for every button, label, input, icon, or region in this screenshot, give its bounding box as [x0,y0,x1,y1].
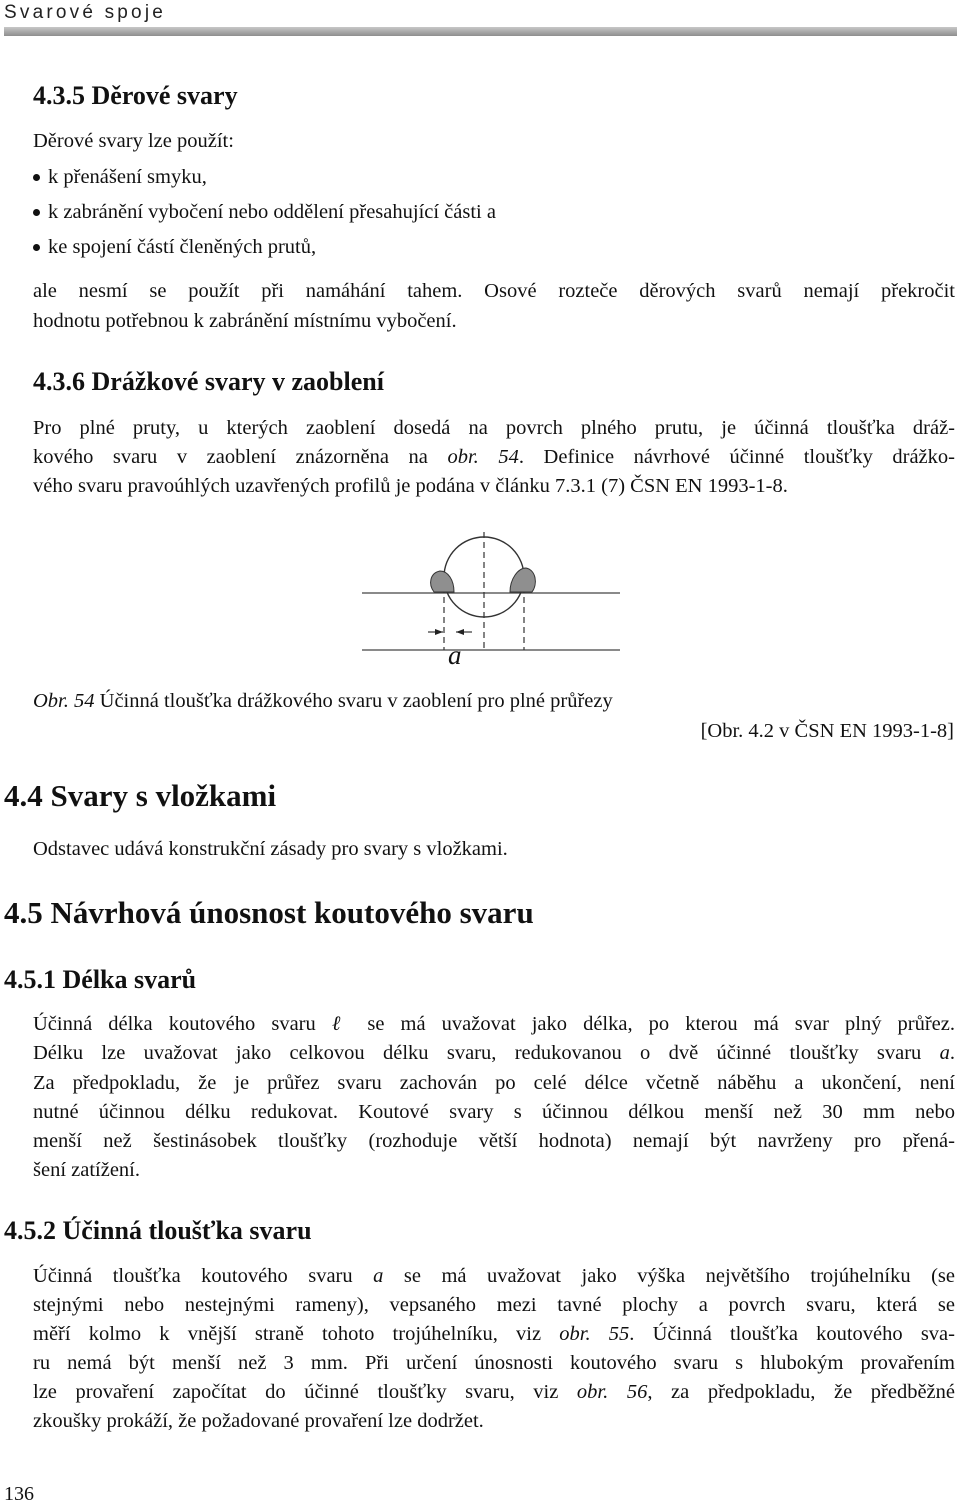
section-heading-4-4: 4.4 Svary s vložkami [4,778,277,813]
intro-text: Děrové svary lze použít: [33,130,234,152]
figure-caption-source: [Obr. 4.2 v ČSN EN 1993-1-8] [700,720,954,742]
figure-reference: Obr. 54 [33,690,95,712]
bullet-item: k přenášení smyku, [33,166,207,189]
section-heading-4-5-1: 4.5.1 Délka svarů [4,965,197,994]
paragraph-line: ru nemá být menší než 3 mm. Při určení únosnosti koutového svaru s hlubokým provařením [33,1352,955,1374]
paragraph-line: Délku lze uvažovat jako celkovou délku svaru, redukovanou o dvě účinné tloušťky svaru a. [33,1042,955,1064]
dimension-arrow-right [456,629,464,635]
paragraph-line: nutné účinnou délku redukovat. Koutové svary s účinnou délkou menší než 30 mm nebo [33,1101,955,1123]
paragraph-line: Účinná délka koutového svaru ℓ se má uvažovat jako délka, po kterou má svar plný průřez. [33,1013,955,1035]
figure-reference: obr. 56 [576,1381,648,1403]
paragraph-line: Za předpokladu, že je průřez svaru zachován po celé délce včetně náběhu a ukončení, není [33,1072,955,1094]
dimension-label: a [448,640,462,670]
paragraph-line: Odstavec udává konstrukční zásady pro svary s vložkami. [33,838,508,860]
dimension-arrow-left [435,629,443,635]
bullet-icon [33,244,40,251]
figure-reference: obr. 54 [447,446,519,468]
page-number: 136 [4,1483,34,1505]
section-heading-4-3-5: 4.3.5 Děrové svary [33,81,238,110]
running-header: Svarové spoje [4,2,167,23]
header-rule [4,27,957,36]
paragraph-line: vého svaru pravoúhlých uzavřených profilů je podána v článku 7.3.1 (7) ČSN EN 1993-1-8. [33,475,788,497]
figure-caption: Obr. 54 Účinná tloušťka drážkového svaru v zaoblení pro plné průřezy [33,690,613,712]
paragraph-line: hodnotu potřebnou k zabránění místnímu vybočení. [33,310,457,332]
weld-right [510,568,535,592]
bullet-icon [33,209,40,216]
paragraph-line: Pro plné pruty, u kterých zaoblení dosedá na povrch plného prutu, je účinná tloušťka dráž- [33,417,955,439]
section-heading-4-5: 4.5 Návrhová únosnost koutového svaru [4,895,534,930]
paragraph-line: lze provaření započítat do účinné tloušťky svaru, viz obr. 56, za předpokladu, že předběžné [33,1381,956,1403]
paragraph-line: ale nesmí se použít při namáhání tahem. Osové rozteče děrových svarů nemají překročit [33,280,955,302]
section-heading-4-3-6: 4.3.6 Drážkové svary v zaoblení [33,367,384,396]
bullet-icon [33,174,40,181]
paragraph-line: menší než šestinásobek tloušťky (rozhoduje větší hodnota) nemají být navrženy pro přená- [33,1130,955,1152]
paragraph-line: zkoušky prokáží, že požadované provaření lze dodržet. [33,1410,484,1432]
figure-reference: obr. 55 [559,1323,630,1345]
paragraph-line: šení zatížení. [33,1159,141,1181]
paragraph-line: kového svaru v zaoblení znázorněna na obr. 54. Definice návrhové účinné tloušťky drážko- [33,446,955,468]
section-heading-4-5-2: 4.5.2 Účinná tloušťka svaru [4,1216,312,1245]
figure-54-diagram [362,530,622,680]
weld-left [431,571,454,592]
bullet-item: ke spojení částí členěných prutů, [33,236,316,259]
bullet-item: k zabránění vybočení nebo oddělení přesahující části a [33,201,496,224]
paragraph-line: stejnými nebo nestejnými rameny), vepsaného mezi tavné plochy a povrch svaru, která se [33,1294,955,1316]
paragraph-line: Účinná tloušťka koutového svaru a se má uvažovat jako výška největšího trojúhelníku (se [33,1265,956,1287]
paragraph-line: měří kolmo k vnější straně tohoto trojúhelníku, viz obr. 55. Účinná tloušťka koutového sva- [33,1323,955,1345]
